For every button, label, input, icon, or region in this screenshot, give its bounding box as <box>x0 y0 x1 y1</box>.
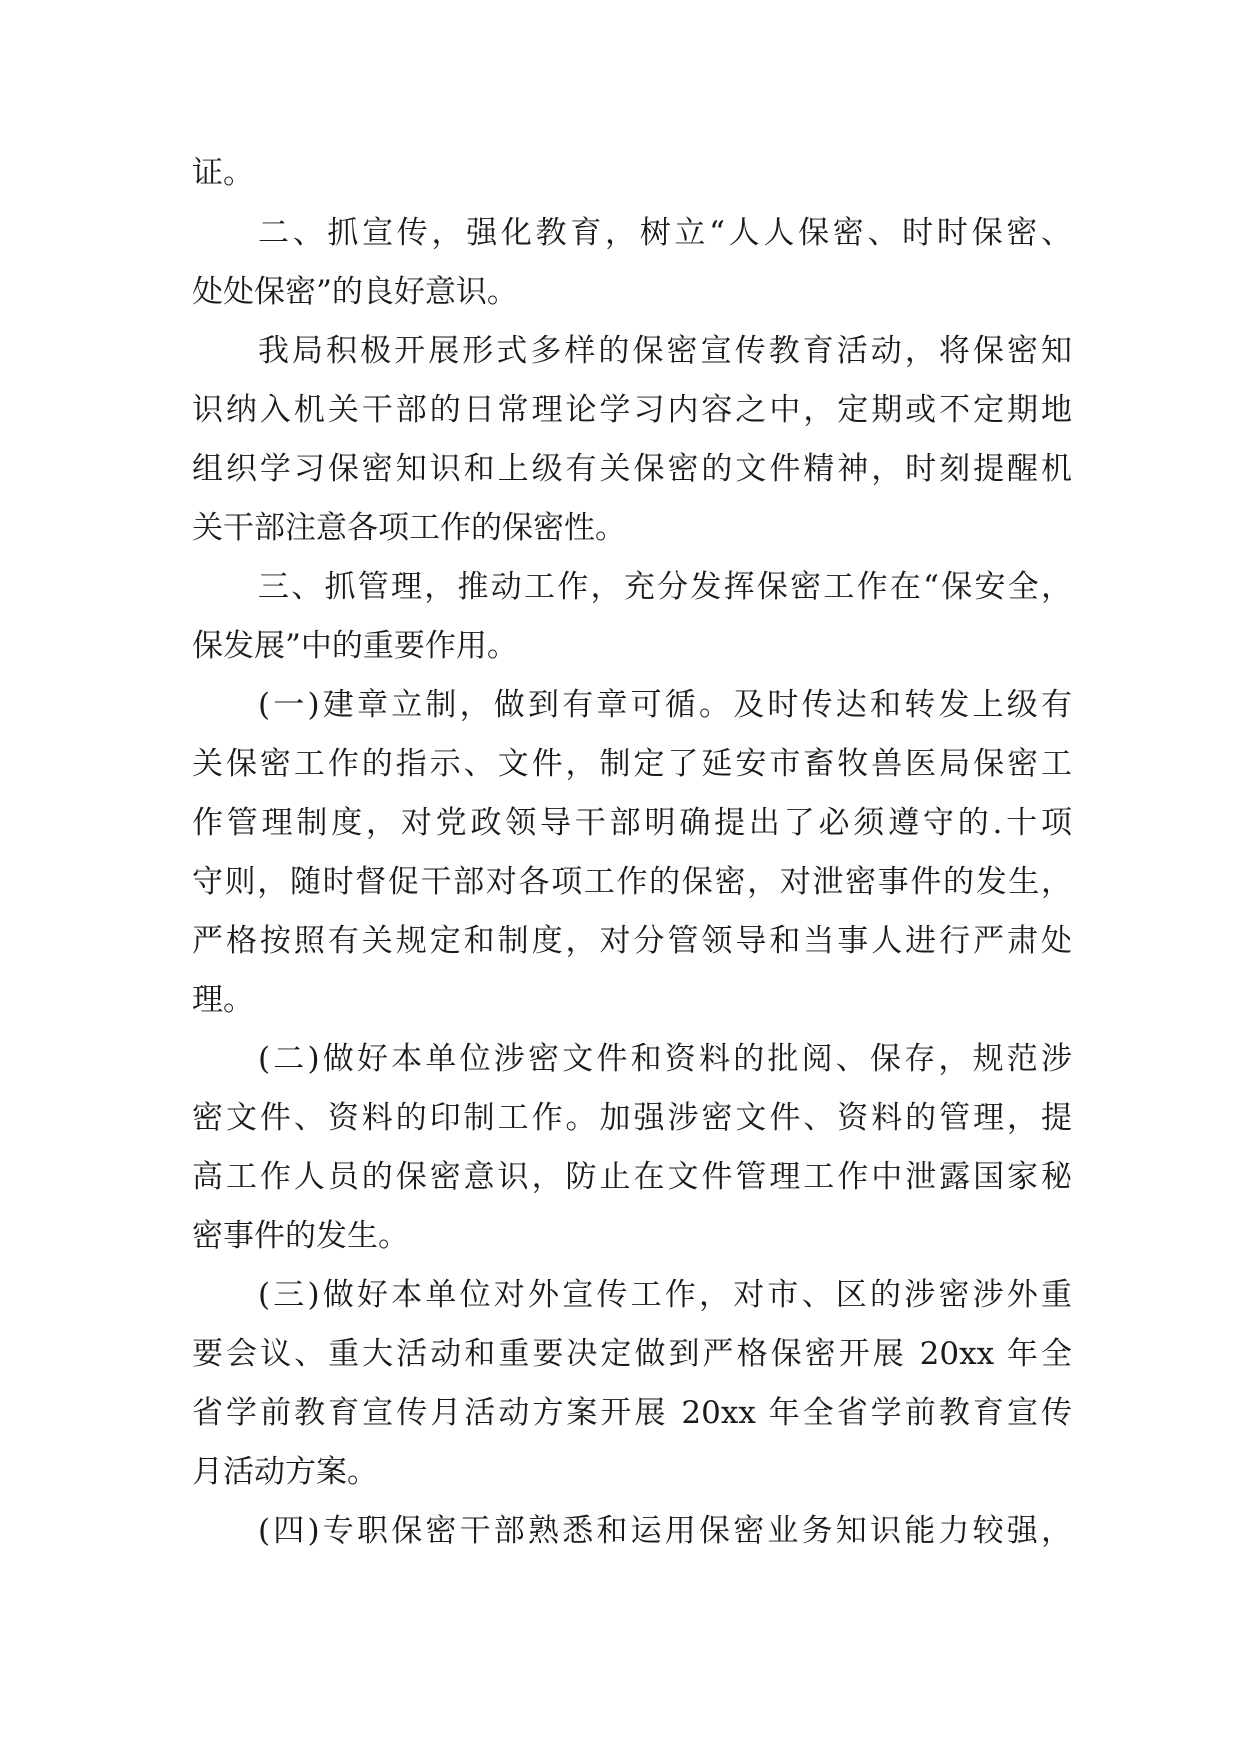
subsection-1: (一)建章立制，做到有章可循。及时传达和转发上级有 <box>258 687 1072 723</box>
text-line: 关干部注意各项工作的保密性。 <box>192 510 626 546</box>
section-heading-3: 三、抓管理，推动工作，充分发挥保密工作在“保安全， <box>258 569 1072 605</box>
text-line: 我局积极开展形式多样的保密宣传教育活动，将保密知 <box>258 333 1072 369</box>
text-line: 作管理制度，对党政领导干部明确提出了必须遵守的.十项 <box>192 805 1072 841</box>
text-line: 省学前教育宣传月活动方案开展 20xx 年全省学前教育宣传 <box>192 1395 1072 1431</box>
text-line: 要会议、重大活动和重要决定做到严格保密开展 20xx 年全 <box>192 1336 1072 1372</box>
text-line: 识纳入机关干部的日常理论学习内容之中，定期或不定期地 <box>192 392 1072 428</box>
text-line: 严格按照有关规定和制度，对分管领导和当事人进行严肃处 <box>192 923 1072 959</box>
subsection-4: (四)专职保密干部熟悉和运用保密业务知识能力较强， <box>258 1513 1072 1549</box>
text-line: 高工作人员的保密意识，防止在文件管理工作中泄露国家秘 <box>192 1159 1072 1195</box>
text-line: 密文件、资料的印制工作。加强涉密文件、资料的管理，提 <box>192 1100 1072 1136</box>
text-line: 月活动方案。 <box>192 1454 378 1490</box>
section-heading-2-cont: 处处保密”的良好意识。 <box>192 274 518 310</box>
subsection-2: (二)做好本单位涉密文件和资料的批阅、保存，规范涉 <box>258 1041 1072 1077</box>
text-line: 证。 <box>192 155 254 191</box>
subsection-3: (三)做好本单位对外宣传工作，对市、区的涉密涉外重 <box>258 1277 1072 1313</box>
section-heading-3-cont: 保发展”中的重要作用。 <box>192 628 518 664</box>
text-line: 守则，随时督促干部对各项工作的保密，对泄密事件的发生， <box>192 864 1072 900</box>
text-line: 关保密工作的指示、文件，制定了延安市畜牧兽医局保密工 <box>192 746 1072 782</box>
section-heading-2: 二、抓宣传，强化教育，树立“人人保密、时时保密、 <box>258 215 1072 251</box>
text-line: 组织学习保密知识和上级有关保密的文件精神，时刻提醒机 <box>192 451 1072 487</box>
text-line: 理。 <box>192 982 254 1018</box>
text-line: 密事件的发生。 <box>192 1218 409 1254</box>
